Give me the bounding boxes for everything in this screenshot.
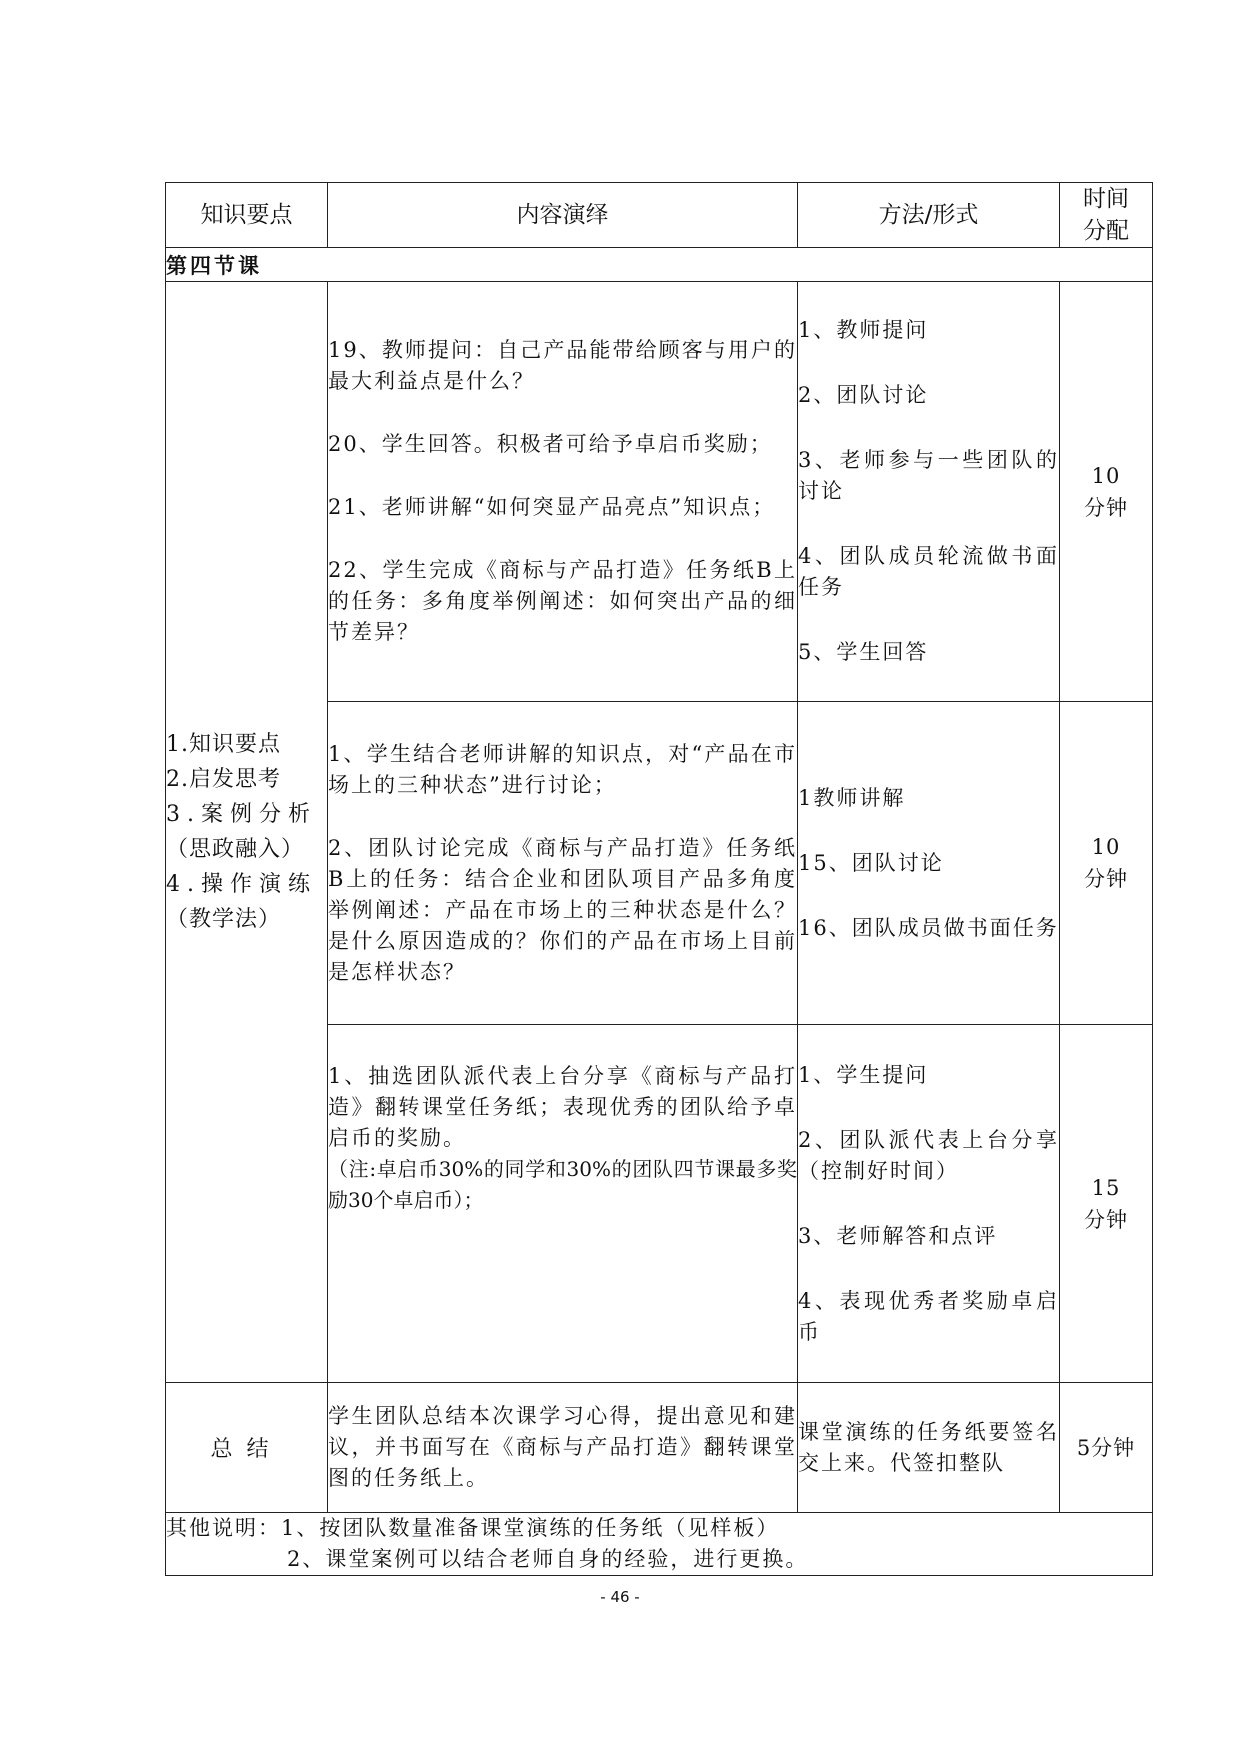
summary-method-cell xyxy=(798,1383,1060,1513)
time-value: 10 xyxy=(1091,463,1121,488)
time-value: 10 xyxy=(1091,835,1121,859)
remark-line-2: 2、课堂案例可以结合老师自身的经验，进行更换。 xyxy=(287,1547,809,1571)
summary-content-cell xyxy=(328,1383,798,1513)
content-paragraph: 1、学生结合老师讲解的知识点，对“产品在市场上的三种状态”进行讨论； xyxy=(328,741,797,797)
knowledge-point-item: （教学法） xyxy=(166,907,282,932)
knowledge-point-item: 1.知识要点 xyxy=(166,732,281,757)
knowledge-point-item: 2.启发思考 xyxy=(166,767,281,792)
header-time-line1: 时间 xyxy=(1083,186,1129,212)
header-time-line2: 分配 xyxy=(1083,218,1129,244)
method-item: 4、团队成员轮流做书面任务 xyxy=(798,544,1059,599)
table-header-row xyxy=(166,183,1153,248)
method-item: 4、表现优秀者奖励卓启币 xyxy=(798,1288,1059,1344)
section-row xyxy=(166,248,1153,282)
header-time xyxy=(1060,183,1153,248)
method-item: 3、老师参与一些团队的讨论 xyxy=(798,448,1059,503)
page-number: - 46 - xyxy=(600,1588,640,1606)
knowledge-point-item: 4.操作演练 xyxy=(166,872,317,897)
summary-row xyxy=(166,1383,1153,1513)
content-cell xyxy=(328,702,798,1025)
content-note: （注:卓启币30%的同学和30%的团队四节课最多奖励30个卓启币）； xyxy=(328,1157,797,1212)
method-item: 5、学生回答 xyxy=(798,640,929,664)
lesson-plan-table xyxy=(165,182,1153,1576)
summary-label: 总结 xyxy=(166,1383,328,1513)
time-unit: 分钟 xyxy=(1084,867,1128,891)
summary-content: 学生团队总结本次课学习心得，提出意见和建议，并书面写在《商标与产品打造》翻转课堂图的任务纸上。 xyxy=(328,1404,797,1490)
content-paragraph: 1、抽选团队派代表上台分享《商标与产品打造》翻转课堂任务纸；表现优秀的团队给予卓启币的奖励。 xyxy=(328,1064,797,1150)
content-paragraph: 19、教师提问：自己产品能带给顾客与用户的最大利益点是什么？ xyxy=(328,338,797,393)
content-cell xyxy=(328,282,798,702)
summary-time: 5分钟 xyxy=(1060,1383,1153,1513)
section-title: 第四节课 xyxy=(166,248,1153,282)
time-value: 15 xyxy=(1091,1175,1121,1200)
header-content: 内容演绎 xyxy=(328,183,798,248)
time-unit: 分钟 xyxy=(1084,495,1128,520)
table-row xyxy=(166,282,1153,702)
method-cell xyxy=(798,1025,1060,1383)
remarks-cell xyxy=(166,1513,1153,1576)
method-item: 1教师讲解 xyxy=(798,785,906,810)
time-cell xyxy=(1060,282,1153,702)
time-cell xyxy=(1060,702,1153,1025)
time-unit: 分钟 xyxy=(1084,1207,1128,1232)
method-cell xyxy=(798,282,1060,702)
knowledge-point-item: 3.案例分析 xyxy=(166,802,317,827)
content-paragraph: 22、学生完成《商标与产品打造》任务纸B上的任务：多角度举例阐述：如何突出产品的细节差异？ xyxy=(328,558,797,644)
method-item: 2、团队派代表上台分享（控制好时间） xyxy=(798,1127,1059,1183)
method-item: 15、团队讨论 xyxy=(798,850,944,875)
knowledge-point-item: （思政融入） xyxy=(166,837,305,862)
method-item: 3、老师解答和点评 xyxy=(798,1223,998,1248)
header-method: 方法/形式 xyxy=(798,183,1060,248)
content-paragraph: 21、老师讲解“如何突显产品亮点”知识点； xyxy=(328,495,776,519)
remarks-row xyxy=(166,1513,1153,1576)
content-paragraph: 20、学生回答。积极者可给予卓启币奖励； xyxy=(328,432,773,456)
method-item: 16、团队成员做书面任务 xyxy=(798,915,1059,940)
summary-method: 课堂演练的任务纸要签名交上来。代签扣整队 xyxy=(798,1419,1059,1475)
method-item: 1、教师提问 xyxy=(798,318,929,342)
method-cell xyxy=(798,702,1060,1025)
content-paragraph: 2、团队讨论完成《商标与产品打造》任务纸B上的任务：结合企业和团队项目产品多角度举例阐述：产品在市场上的三种状态是什么？是什么原因造成的？你们的产品在市场上目前是怎样状态？ xyxy=(328,835,797,984)
method-item: 1、学生提问 xyxy=(798,1062,929,1087)
method-item: 2、团队讨论 xyxy=(798,383,929,407)
remark-line-1: 其他说明：1、按团队数量准备课堂演练的任务纸（见样板） xyxy=(166,1516,780,1540)
knowledge-points-cell xyxy=(166,282,328,1383)
content-cell xyxy=(328,1025,798,1383)
time-cell xyxy=(1060,1025,1153,1383)
header-knowledge-points: 知识要点 xyxy=(166,183,328,248)
